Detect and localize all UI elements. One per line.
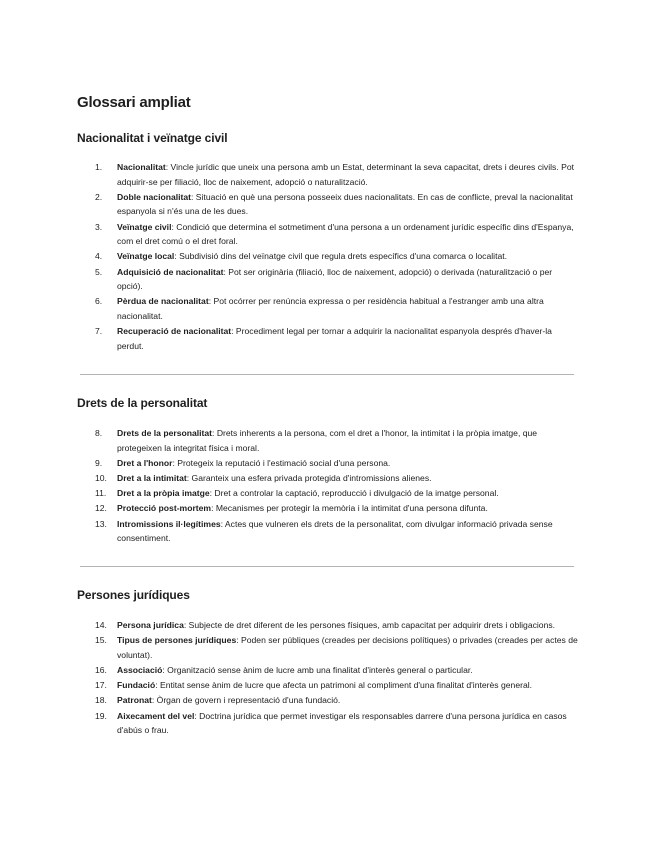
page-title: Glossari ampliat [77,94,191,111]
glossary-entry [0,190,580,219]
entry-number: 1. [95,162,103,172]
entry-term: Intromissions il·legítimes [117,518,221,529]
entry-number: 2. [95,191,103,202]
entry-definition: : Vincle jurídic que uneix una persona amb un Estat, determinant la seva capacitat, drets i deures civils. Pot adquirir-se per filiació, lloc de naixement, adopció o naturalització. [117,162,574,187]
entry-number: 7. [95,326,103,337]
entry-definition: : Dret a controlar la captació, reproducció i divulgació de la imatge personal. [209,488,499,499]
entry-definition: : Subdivisió dins del veïnatge civil que regula drets específics d'una comarca o localitat. [174,251,508,262]
glossary-entry [0,249,580,264]
entry-term: Dret a l'honor [117,457,173,468]
entry-definition: : Organització sense ànim de lucre amb una finalitat d'interès general o particular. [162,664,473,675]
entry-number: 10. [95,472,107,483]
entry-number: 5. [95,266,103,277]
glossary-entry [0,693,580,708]
entry-term: Dret a la intimitat [117,472,187,483]
entry-term: Nacionalitat [117,162,166,172]
glossary-entry [0,633,580,662]
entry-term: Persona jurídica [117,620,184,630]
entry-term: Pèrdua de nacionalitat [117,296,209,307]
glossary-entry [0,618,580,633]
entry-number: 9. [95,457,103,468]
glossary-entry [0,294,580,323]
entry-number: 8. [95,428,103,438]
entry-number: 3. [95,221,103,232]
entry-number: 12. [95,503,107,514]
glossary-entry [0,220,580,249]
entry-term: Adquisició de nacionalitat [117,266,224,277]
entry-term: Veïnatge local [117,251,175,262]
entry-term: Aixecament del vel [117,710,195,721]
section-heading-nationality: Nacionalitat i veïnatge civil [77,131,228,145]
entry-definition: : Procediment legal per tornar a adquirir la nacionalitat espanyola després d'haver-la perdut. [117,326,552,351]
entry-term: Dret a la pròpia imatge [117,488,210,499]
glossary-entry [0,501,580,516]
entry-definition: : Poden ser públiques (creades per decisions polítiques) o privades (creades per actes de voluntat). [117,635,578,660]
entry-definition: : Pot ocórrer per renúncia expressa o per residència habitual a l'estranger amb una altra nacionalitat. [117,296,544,321]
glossary-entry [0,471,580,486]
entry-definition: : Mecanismes per protegir la memòria i la intimitat d'una persona difunta. [211,503,488,514]
entry-definition: : Pot ser originària (filiació, lloc de naixement, adopció) o derivada (naturalització o per opció). [117,266,553,292]
glossary-entry [0,456,580,471]
glossary-entry [0,265,580,294]
entry-term: Fundació [117,680,156,691]
entry-term: Patronat [117,695,152,706]
entry-definition: : Drets inherents a la persona, com el dret a l'honor, la intimitat i la pròpia imatge, que protegeixen la integritat física i moral. [117,428,538,453]
entry-number: 19. [95,710,107,721]
entry-number: 4. [95,251,103,262]
entry-term: Veïnatge civil [117,221,172,232]
glossary-entry [0,709,580,738]
entry-definition: : Doctrina jurídica que permet investigar els responsables darrere d'una persona jurídica en casos d'abús o frau. [117,710,567,736]
entry-definition: : Òrgan de govern i representació d'una fundació. [151,695,341,706]
section-divider [80,566,574,567]
entry-term: Protecció post-mortem [117,503,212,514]
section-divider [80,374,574,375]
glossary-entry [0,663,580,678]
entry-term: Doble nacionalitat [117,191,192,202]
entry-list-nationality [0,160,655,354]
entry-number: 18. [95,695,107,706]
entry-definition: : Condició que determina el sotmetiment d'una persona a un ordenament jurídic específic dins d'Espanya, com el dret comú o el dret foral. [117,221,574,247]
entry-number: 14. [95,620,107,630]
entry-term: Recuperació de nacionalitat [117,326,232,337]
entry-list-legal-persons [0,618,655,738]
section-heading-personality-rights: Drets de la personalitat [77,396,208,410]
glossary-entry [0,486,580,501]
entry-definition: : Garanteix una esfera privada protegida d'intromissions alienes. [186,472,432,483]
entry-number: 13. [95,518,107,529]
glossary-entry [0,426,580,455]
glossary-entry [0,324,580,353]
entry-term: Associació [117,664,163,675]
entry-definition: : Subjecte de dret diferent de les persones físiques, amb capacitat per adquirir drets i obligacions. [183,620,556,630]
entry-number: 15. [95,635,107,646]
entry-term: Drets de la personalitat [117,428,213,438]
section-heading-legal-persons: Persones jurídiques [77,588,190,602]
glossary-entry [0,160,580,189]
entry-number: 6. [95,296,103,307]
entry-term: Tipus de persones jurídiques [117,635,237,646]
entry-number: 16. [95,664,107,675]
entry-list-personality-rights [0,426,655,546]
glossary-entry [0,678,580,693]
entry-number: 17. [95,680,107,691]
entry-definition: : Entitat sense ànim de lucre que afecta un patrimoni al compliment d'una finalitat d'interès general. [155,680,533,691]
glossary-entry [0,517,580,546]
entry-definition: : Actes que vulneren els drets de la personalitat, com divulgar informació privada sense consentiment. [117,518,553,544]
entry-definition: : Situació en què una persona posseeix dues nacionalitats. En cas de conflicte, preval la nacionalitat espanyola si n'és una de les dues. [117,191,573,217]
entry-definition: : Protegeix la reputació i l'estimació social d'una persona. [172,457,391,468]
entry-number: 11. [95,488,107,499]
